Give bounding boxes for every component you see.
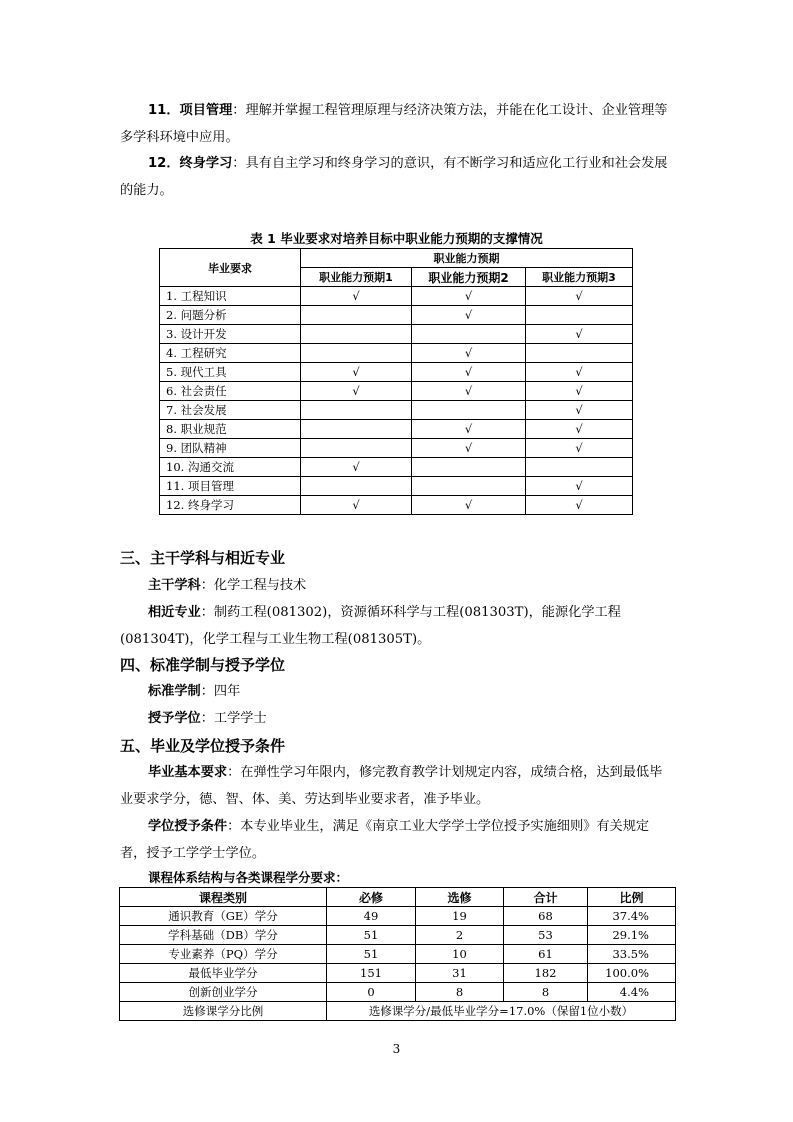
support-mark: √	[301, 363, 412, 382]
requirement-name: 6. 社会责任	[160, 382, 301, 401]
support-mark: √	[412, 420, 526, 439]
header-elective: 选修	[416, 888, 504, 907]
requirement-name: 9. 团队精神	[160, 439, 301, 458]
table-row	[160, 477, 633, 496]
table-row	[160, 401, 633, 420]
ratio-cell: 100.0%	[588, 964, 676, 983]
elective-cell: 8	[416, 983, 504, 1002]
support-mark: √	[301, 496, 412, 515]
main-discipline: 主干学科：化学工程与技术	[148, 578, 307, 593]
support-mark: √	[412, 496, 526, 515]
support-mark: √	[526, 382, 633, 401]
support-mark	[301, 477, 412, 496]
support-mark: √	[301, 458, 412, 477]
required-cell: 151	[327, 964, 416, 983]
support-mark	[301, 306, 412, 325]
requirement-name: 2. 问题分析	[160, 306, 301, 325]
header-requirement: 毕业要求	[160, 249, 301, 287]
ratio-cell: 4.4%	[588, 983, 676, 1002]
ratio-cell: 29.1%	[588, 926, 676, 945]
table-row	[160, 363, 633, 382]
requirement-name: 12. 终身学习	[160, 496, 301, 515]
credit-table	[119, 887, 676, 1021]
section4-heading: 四、标准学制与授予学位	[120, 656, 286, 674]
table-row	[160, 382, 633, 401]
support-mark: √	[412, 344, 526, 363]
standard-duration: 标准学制：四年	[148, 684, 241, 699]
page-number: 3	[392, 1042, 401, 1056]
support-mark: √	[301, 287, 412, 306]
requirement-11: 11．项目管理：理解并掌握工程管理原理与经济决策方法，并能在化工设计、企业管理等多学科环境中应用。	[120, 103, 668, 145]
elective-ratio-label: 选修课学分比例	[120, 1002, 327, 1021]
support-mark: √	[526, 401, 633, 420]
degree-awarded: 授予学位：工学学士	[148, 711, 267, 726]
required-cell: 49	[327, 907, 416, 926]
section3-heading: 三、主干学科与相近专业	[120, 549, 286, 567]
header-group: 职业能力预期	[301, 249, 633, 268]
support-mark: √	[526, 287, 633, 306]
support-mark: √	[526, 363, 633, 382]
table-row	[160, 439, 633, 458]
requirement-name: 5. 现代工具	[160, 363, 301, 382]
requirement-12: 12．终身学习：具有自主学习和终身学习的意识，有不断学习和适应化工行业和社会发展的能力。	[120, 156, 668, 198]
support-mark: √	[412, 363, 526, 382]
support-mark	[301, 439, 412, 458]
support-mark: √	[526, 477, 633, 496]
support-mark	[412, 477, 526, 496]
elective-cell: 19	[416, 907, 504, 926]
table-row	[160, 306, 633, 325]
ratio-cell: 33.5%	[588, 945, 676, 964]
support-mark	[526, 344, 633, 363]
requirement-name: 8. 职业规范	[160, 420, 301, 439]
table1-caption: 表 1 毕业要求对培养目标中职业能力预期的支撑情况	[250, 231, 543, 246]
requirement-name: 4. 工程研究	[160, 344, 301, 363]
support-mark	[412, 401, 526, 420]
category-cell: 通识教育（GE）学分	[120, 907, 327, 926]
total-cell: 68	[504, 907, 588, 926]
degree-conditions: 学位授予条件：本专业毕业生，满足《南京工业大学学士学位授予实施细则》有关规定者，授予工学学士学位。	[120, 819, 650, 861]
total-cell: 61	[504, 945, 588, 964]
support-mark: √	[412, 287, 526, 306]
support-mark	[301, 325, 412, 344]
support-table	[159, 248, 633, 515]
elective-cell: 2	[416, 926, 504, 945]
required-cell: 51	[327, 945, 416, 964]
support-mark	[301, 344, 412, 363]
header-category: 课程类别	[120, 888, 327, 907]
elective-ratio-value: 选修课学分/最低毕业学分=17.0%（保留1位小数）	[327, 1002, 676, 1021]
table-row	[160, 344, 633, 363]
total-cell: 8	[504, 983, 588, 1002]
table-row	[160, 458, 633, 477]
support-mark: √	[526, 496, 633, 515]
table-row	[160, 496, 633, 515]
table-row	[160, 420, 633, 439]
elective-cell: 31	[416, 964, 504, 983]
support-mark: √	[412, 306, 526, 325]
requirement-name: 11. 项目管理	[160, 477, 301, 496]
section5-heading: 五、毕业及学位授予条件	[120, 737, 286, 755]
header-col-3: 职业能力预期3	[526, 268, 633, 287]
header-col-1: 职业能力预期1	[301, 268, 412, 287]
support-mark	[412, 325, 526, 344]
required-cell: 51	[327, 926, 416, 945]
support-mark	[526, 306, 633, 325]
requirement-name: 1. 工程知识	[160, 287, 301, 306]
total-cell: 182	[504, 964, 588, 983]
category-cell: 学科基础（DB）学分	[120, 926, 327, 945]
support-mark: √	[301, 382, 412, 401]
table-row	[120, 964, 676, 983]
support-mark: √	[526, 439, 633, 458]
related-majors: 相近专业：制药工程(081302)，资源循环科学与工程(081303T)，能源化学工程(081304T)，化学工程与工业生物工程(081305T)。	[120, 605, 621, 647]
requirement-name: 3. 设计开发	[160, 325, 301, 344]
support-mark: √	[526, 420, 633, 439]
header-required: 必修	[327, 888, 416, 907]
required-cell: 0	[327, 983, 416, 1002]
header-total: 合计	[504, 888, 588, 907]
support-mark	[301, 401, 412, 420]
support-mark: √	[412, 439, 526, 458]
category-cell: 创新创业学分	[120, 983, 327, 1002]
graduation-basic: 毕业基本要求：在弹性学习年限内，修完教育教学计划规定内容，成绩合格，达到最低毕业要求学分，德、智、体、美、劳达到毕业要求者，准予毕业。	[120, 765, 663, 807]
ratio-cell: 37.4%	[588, 907, 676, 926]
table-row	[160, 325, 633, 344]
requirement-name: 7. 社会发展	[160, 401, 301, 420]
support-mark	[301, 420, 412, 439]
table-row	[160, 287, 633, 306]
support-mark	[526, 458, 633, 477]
requirement-name: 10. 沟通交流	[160, 458, 301, 477]
table-row	[120, 983, 676, 1002]
header-col-2: 职业能力预期2	[412, 268, 526, 287]
category-cell: 专业素养（PQ）学分	[120, 945, 327, 964]
support-mark: √	[526, 325, 633, 344]
category-cell: 最低毕业学分	[120, 964, 327, 983]
header-ratio: 比例	[588, 888, 676, 907]
support-mark: √	[412, 382, 526, 401]
support-mark	[412, 458, 526, 477]
table-row	[120, 926, 676, 945]
total-cell: 53	[504, 926, 588, 945]
table-row	[120, 907, 676, 926]
table-row	[120, 945, 676, 964]
table2-caption: 课程体系结构与各类课程学分要求：	[148, 870, 349, 885]
elective-cell: 10	[416, 945, 504, 964]
